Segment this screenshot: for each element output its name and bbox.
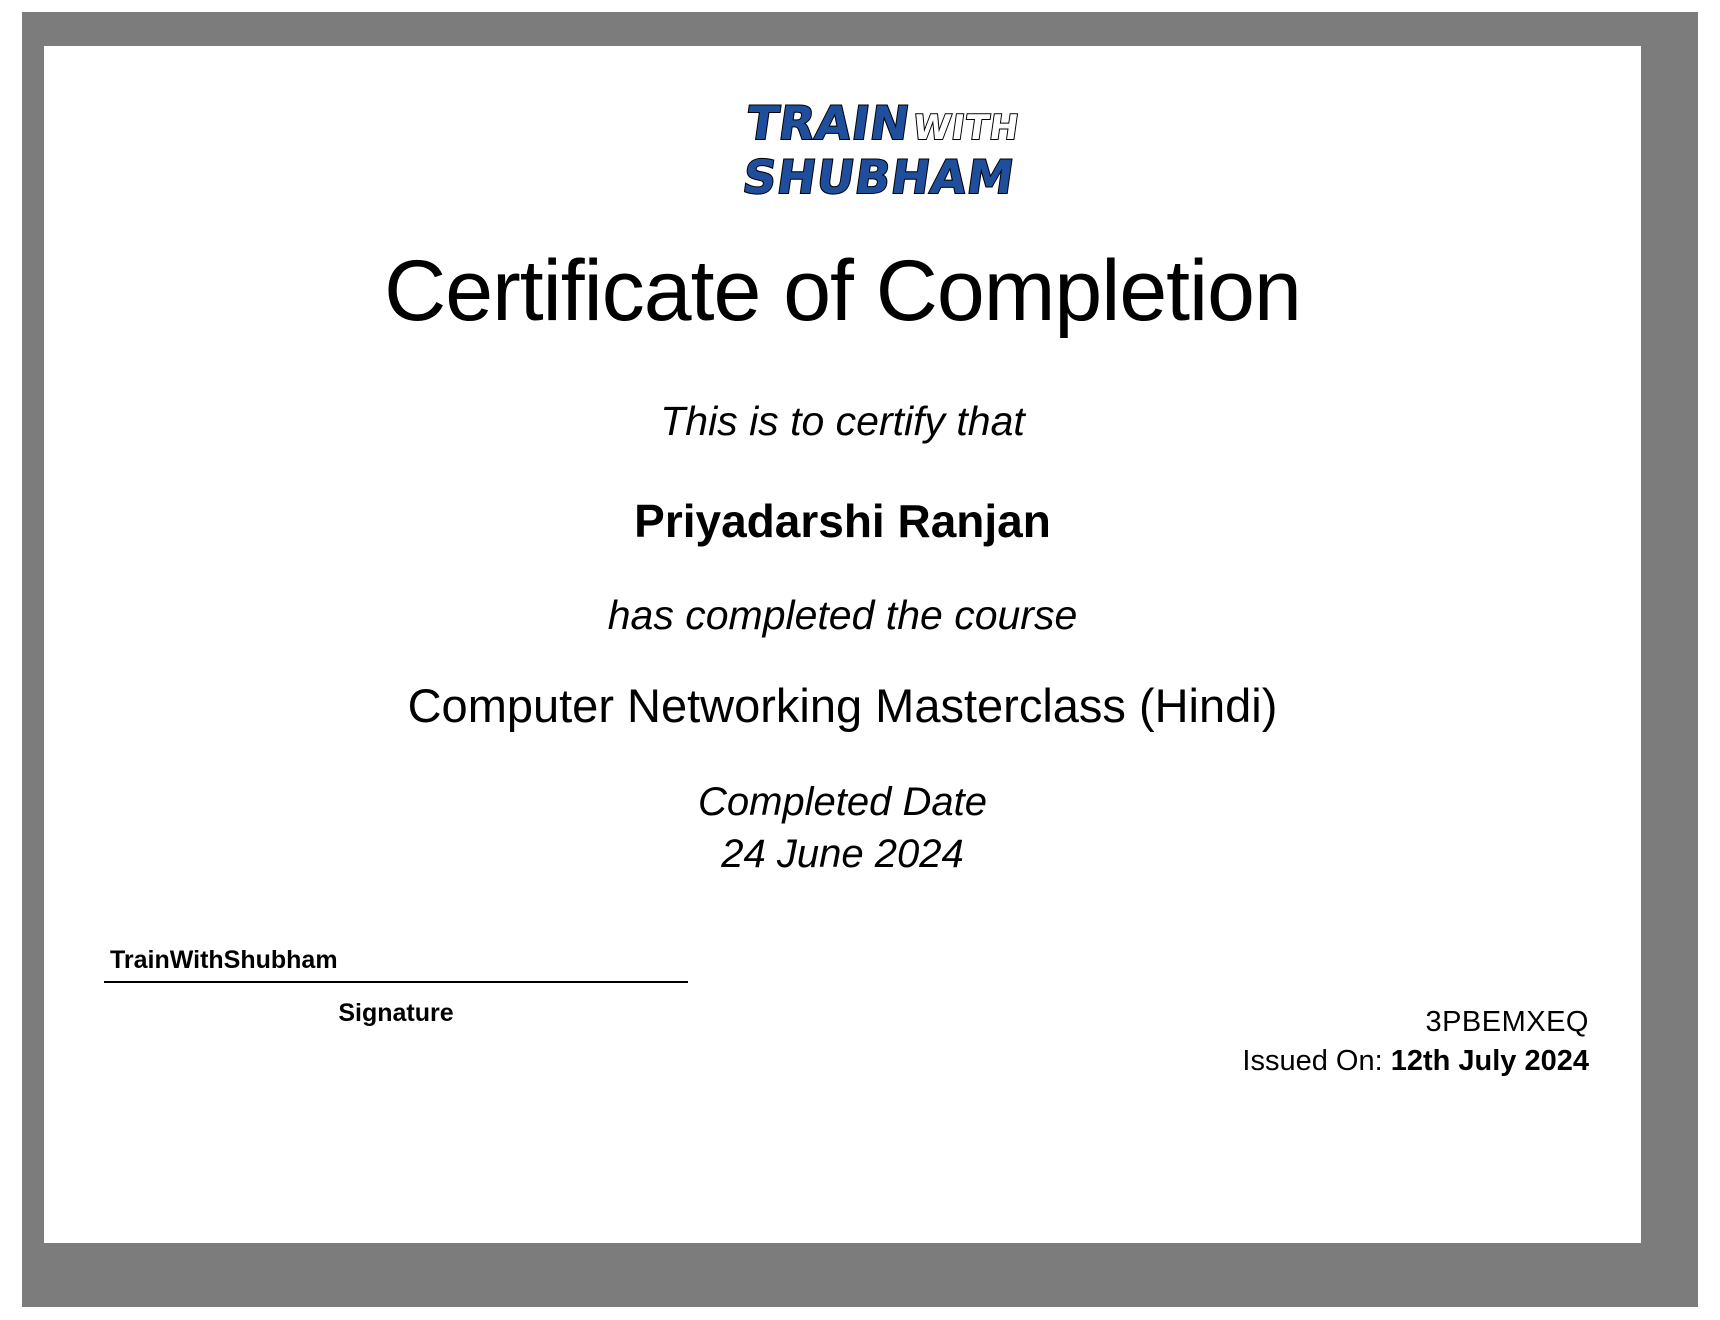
logo-line-one [742,96,1022,150]
certificate-content [44,46,1641,1243]
issued-on [1242,1045,1589,1078]
logo-shubham-text: SHUBHAM [739,150,1018,204]
signature-line [104,981,688,983]
logo-train-text: TRAIN [742,96,914,150]
course-name: Computer Networking Masterclass (Hindi) [407,679,1278,732]
logo-artwork [729,96,1022,221]
certify-statement: This is to certify that [660,398,1025,444]
certificate-code: 3PBEMXEQ [1425,1006,1589,1038]
logo-with-text: WITH [909,108,1022,148]
issue-details [1242,1006,1589,1078]
certificate-inner-border [40,42,1645,1247]
signature-label: Signature [338,999,454,1027]
completed-date-label: Completed Date [697,780,988,824]
issued-on-date: 12th July 2024 [1390,1045,1589,1077]
issued-on-label: Issued On: [1242,1045,1391,1077]
completed-date-value: 24 June 2024 [721,832,964,876]
page-title: Certificate of Completion [384,243,1301,339]
brand-logo [44,96,1641,221]
completion-statement: has completed the course [607,592,1078,638]
signature-name: TrainWithShubham [110,946,338,974]
signature-block [104,946,744,1028]
recipient-name: Priyadarshi Ranjan [634,495,1051,547]
